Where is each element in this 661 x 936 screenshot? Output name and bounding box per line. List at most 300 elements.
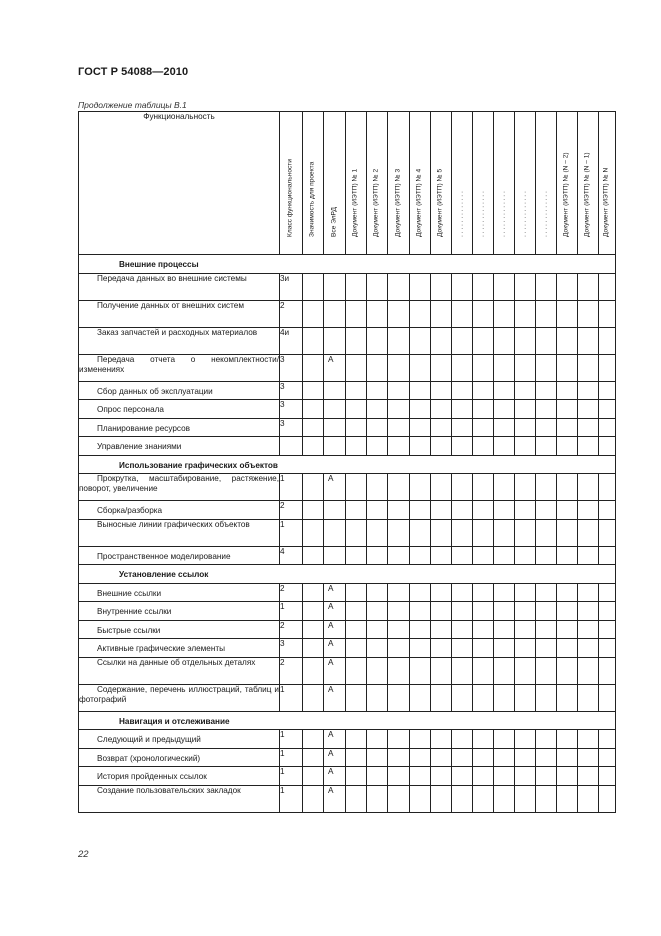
document-cell (346, 381, 367, 400)
significance-cell (303, 273, 324, 300)
document-cell (578, 684, 599, 711)
document-cell (452, 748, 473, 767)
document-cell (494, 501, 515, 520)
header-row (79, 112, 616, 255)
functionality-class-cell: 1 (280, 785, 303, 812)
document-cell (388, 519, 410, 546)
document-cell (388, 730, 410, 749)
column-header-label: Документ (ИЭТП) № (N – 1) (583, 152, 591, 238)
document-cell (452, 381, 473, 400)
document-cell (515, 657, 536, 684)
document-cell (346, 273, 367, 300)
all-elrd-cell (324, 748, 346, 767)
functionality-name: Пространственное моделирование (79, 546, 280, 565)
document-cell (494, 602, 515, 621)
document-cell (599, 354, 616, 381)
all-elrd-cell (324, 767, 346, 786)
document-cell (473, 767, 494, 786)
document-cell (346, 684, 367, 711)
document-cell (473, 437, 494, 456)
document-cell (452, 657, 473, 684)
all-elrd-cell (324, 327, 346, 354)
functionality-class-cell: 3 (280, 418, 303, 437)
document-cell (431, 400, 452, 419)
significance-cell (303, 474, 324, 501)
significance-cell (303, 583, 324, 602)
all-elrd-cell (324, 620, 346, 639)
document-cell (473, 785, 494, 812)
section-title: Навигация и отслеживание (79, 711, 616, 730)
document-cell (410, 300, 431, 327)
document-cell (599, 657, 616, 684)
document-cell (431, 620, 452, 639)
document-cell (578, 730, 599, 749)
document-cell (473, 300, 494, 327)
column-header-label: Документ (ИЭТП) № (N – 2) (562, 152, 570, 238)
document-cell (473, 602, 494, 621)
functionality-class-cell: 3 (280, 381, 303, 400)
functionality-name: Планирование ресурсов (79, 418, 280, 437)
document-cell (388, 474, 410, 501)
document-cell (494, 418, 515, 437)
section-title: Внешние процессы (79, 255, 616, 274)
document-cell (599, 437, 616, 456)
functionality-class-cell (280, 437, 303, 456)
document-cell (410, 418, 431, 437)
document-cell (536, 620, 557, 639)
section-title: Использование графических объектов (79, 455, 616, 474)
document-cell (452, 474, 473, 501)
functionality-name: Следующий и предыдущий (79, 730, 280, 749)
document-cell (410, 748, 431, 767)
document-cell (515, 785, 536, 812)
column-header-doc-4 (410, 112, 431, 255)
column-header-doc-n (599, 112, 616, 255)
all-elrd-value: А (328, 785, 334, 795)
document-cell (536, 785, 557, 812)
column-header-functionality: Функциональность (79, 112, 280, 255)
document-cell (367, 501, 388, 520)
document-cell (410, 730, 431, 749)
table-row (79, 474, 616, 501)
table-row (79, 437, 616, 456)
table-row (79, 501, 616, 520)
document-cell (599, 400, 616, 419)
document-cell (452, 684, 473, 711)
document-cell (367, 273, 388, 300)
document-cell (536, 381, 557, 400)
document-cell (431, 437, 452, 456)
document-cell (473, 474, 494, 501)
functionality-class-cell: 1 (280, 684, 303, 711)
document-cell (473, 620, 494, 639)
functionality-name: Быстрые ссылки (79, 620, 280, 639)
document-cell (599, 474, 616, 501)
all-elrd-value: А (328, 354, 334, 364)
document-cell (515, 583, 536, 602)
document-cell (578, 546, 599, 565)
document-cell (410, 327, 431, 354)
document-cell (410, 620, 431, 639)
document-cell (599, 620, 616, 639)
document-cell (431, 639, 452, 658)
document-cell (536, 602, 557, 621)
table-row (79, 639, 616, 658)
column-header-label: Документ (ИЭТП) № 4 (415, 169, 423, 238)
table-row (79, 400, 616, 419)
document-cell (388, 381, 410, 400)
functionality-class-cell: 1 (280, 748, 303, 767)
document-cell (515, 381, 536, 400)
document-cell (557, 730, 578, 749)
column-header-label: . . . . . . . . . . . . . (541, 191, 549, 238)
document-cell (557, 546, 578, 565)
document-cell (494, 327, 515, 354)
column-header-label: Документ (ИЭТП) № N (602, 168, 610, 238)
functionality-name: Ссылки на данные об отдельных деталях (79, 657, 280, 684)
document-cell (536, 657, 557, 684)
all-elrd-value: А (328, 620, 334, 630)
document-cell (452, 620, 473, 639)
significance-cell (303, 748, 324, 767)
document-cell (431, 730, 452, 749)
document-cell (367, 748, 388, 767)
document-cell (578, 657, 599, 684)
all-elrd-value: А (328, 748, 334, 758)
document-cell (410, 273, 431, 300)
section-row (79, 255, 616, 274)
document-cell (536, 730, 557, 749)
column-header-doc-n-minus-1 (578, 112, 599, 255)
section-row (79, 455, 616, 474)
document-cell (452, 400, 473, 419)
document-cell (578, 519, 599, 546)
document-cell (431, 381, 452, 400)
document-cell (452, 639, 473, 658)
all-elrd-value: А (328, 639, 334, 648)
document-cell (431, 602, 452, 621)
document-cell (388, 748, 410, 767)
table-row (79, 418, 616, 437)
document-cell (557, 418, 578, 437)
document-cell (515, 501, 536, 520)
section-row (79, 565, 616, 584)
column-header-significance (303, 112, 324, 255)
document-cell (557, 354, 578, 381)
document-cell (452, 327, 473, 354)
document-cell (346, 639, 367, 658)
significance-cell (303, 684, 324, 711)
document-cell (557, 381, 578, 400)
document-cell (410, 519, 431, 546)
document-cell (557, 501, 578, 520)
document-cell (452, 583, 473, 602)
significance-cell (303, 657, 324, 684)
document-cell (473, 748, 494, 767)
document-cell (410, 474, 431, 501)
significance-cell (303, 620, 324, 639)
functionality-class-cell: 2 (280, 300, 303, 327)
document-cell (346, 546, 367, 565)
document-cell (536, 767, 557, 786)
document-cell (536, 327, 557, 354)
document-cell (452, 273, 473, 300)
all-elrd-cell (324, 418, 346, 437)
functionality-name: Создание пользовательских закладок (79, 785, 280, 812)
all-elrd-cell (324, 546, 346, 565)
functionality-class-cell: 2 (280, 501, 303, 520)
document-cell (431, 273, 452, 300)
document-cell (367, 767, 388, 786)
document-cell (557, 748, 578, 767)
all-elrd-cell (324, 400, 346, 419)
document-cell (515, 767, 536, 786)
document-cell (431, 354, 452, 381)
document-cell (473, 657, 494, 684)
document-cell (494, 381, 515, 400)
document-cell (388, 767, 410, 786)
column-header-ellipsis (515, 112, 536, 255)
document-cell (494, 300, 515, 327)
document-cell (557, 620, 578, 639)
document-cell (367, 602, 388, 621)
document-cell (515, 437, 536, 456)
document-cell (388, 546, 410, 565)
document-cell (578, 400, 599, 419)
all-elrd-value: А (328, 684, 334, 694)
document-cell (536, 300, 557, 327)
document-cell (473, 583, 494, 602)
document-cell (452, 767, 473, 786)
column-header-ellipsis (473, 112, 494, 255)
functionality-name: История пройденных ссылок (79, 767, 280, 786)
significance-cell (303, 400, 324, 419)
document-cell (367, 546, 388, 565)
document-cell (346, 748, 367, 767)
document-cell (578, 381, 599, 400)
table-row (79, 546, 616, 565)
document-cell (388, 785, 410, 812)
document-cell (599, 639, 616, 658)
column-header-label: Класс функциональности (286, 159, 294, 238)
document-cell (515, 474, 536, 501)
document-cell (346, 474, 367, 501)
document-cell (557, 400, 578, 419)
document-cell (410, 501, 431, 520)
document-cell (473, 546, 494, 565)
significance-cell (303, 546, 324, 565)
document-cell (452, 519, 473, 546)
functionality-name: Передача отчета о некомплектности/изменениях (79, 354, 280, 381)
document-cell (599, 501, 616, 520)
document-cell (388, 327, 410, 354)
functionality-name: Внутренние ссылки (79, 602, 280, 621)
all-elrd-cell (324, 354, 346, 381)
document-cell (410, 767, 431, 786)
document-cell (367, 381, 388, 400)
table-row (79, 620, 616, 639)
document-cell (431, 767, 452, 786)
document-cell (557, 583, 578, 602)
document-cell (410, 400, 431, 419)
document-cell (367, 785, 388, 812)
document-cell (367, 684, 388, 711)
significance-cell (303, 785, 324, 812)
document-cell (578, 354, 599, 381)
document-cell (578, 639, 599, 658)
document-cell (557, 684, 578, 711)
column-header-label: . . . . . . . . . . . . . (478, 191, 486, 238)
functionality-name: Сборка/разборка (79, 501, 280, 520)
functionality-name: Возврат (хронологический) (79, 748, 280, 767)
significance-cell (303, 437, 324, 456)
all-elrd-cell (324, 730, 346, 749)
table-row (79, 785, 616, 812)
document-cell (578, 583, 599, 602)
document-cell (473, 354, 494, 381)
document-cell (515, 273, 536, 300)
column-header-ellipsis (452, 112, 473, 255)
document-cell (515, 546, 536, 565)
document-cell (388, 418, 410, 437)
functionality-class-cell: 1 (280, 474, 303, 501)
all-elrd-value: А (328, 767, 334, 776)
document-cell (536, 474, 557, 501)
document-cell (599, 767, 616, 786)
table-row (79, 767, 616, 786)
document-cell (494, 620, 515, 639)
column-header-ellipsis (494, 112, 515, 255)
functionality-class-cell: 2 (280, 657, 303, 684)
document-cell (452, 437, 473, 456)
page-number: 22 (78, 849, 89, 860)
significance-cell (303, 300, 324, 327)
document-cell (473, 418, 494, 437)
document-cell (431, 501, 452, 520)
document-cell (578, 474, 599, 501)
document-cell (599, 546, 616, 565)
column-header-label: Документ (ИЭТП) № 2 (372, 169, 380, 238)
document-cell (388, 437, 410, 456)
section-title: Установление ссылок (79, 565, 616, 584)
column-header-label: Документ (ИЭТП) № 3 (394, 169, 402, 238)
document-cell (578, 418, 599, 437)
significance-cell (303, 639, 324, 658)
document-cell (452, 602, 473, 621)
document-cell (388, 501, 410, 520)
table-row (79, 602, 616, 621)
functionality-class-cell: 4и (280, 327, 303, 354)
document-cell (367, 474, 388, 501)
all-elrd-cell (324, 657, 346, 684)
document-cell (494, 684, 515, 711)
document-cell (557, 639, 578, 658)
all-elrd-value: А (328, 474, 334, 483)
document-cell (557, 602, 578, 621)
document-cell (578, 501, 599, 520)
all-elrd-cell (324, 785, 346, 812)
functionality-class-cell: 3 (280, 400, 303, 419)
document-cell (346, 767, 367, 786)
document-cell (515, 730, 536, 749)
document-cell (410, 583, 431, 602)
document-cell (367, 418, 388, 437)
significance-cell (303, 418, 324, 437)
document-cell (452, 300, 473, 327)
functionality-class-cell: 1 (280, 602, 303, 621)
document-cell (473, 381, 494, 400)
all-elrd-cell (324, 639, 346, 658)
document-cell (388, 400, 410, 419)
functionality-name: Выносные линии графических объектов (79, 519, 280, 546)
column-header-doc-5 (431, 112, 452, 255)
table-row (79, 657, 616, 684)
significance-cell (303, 381, 324, 400)
document-cell (388, 657, 410, 684)
all-elrd-value: А (328, 583, 334, 593)
document-cell (536, 437, 557, 456)
functionality-class-cell: 2 (280, 620, 303, 639)
document-cell (410, 602, 431, 621)
document-cell (536, 354, 557, 381)
document-cell (388, 684, 410, 711)
document-cell (494, 583, 515, 602)
document-cell (410, 657, 431, 684)
document-cell (473, 684, 494, 711)
document-cell (473, 730, 494, 749)
document-cell (557, 519, 578, 546)
document-cell (578, 767, 599, 786)
document-cell (367, 519, 388, 546)
document-cell (515, 418, 536, 437)
document-cell (599, 583, 616, 602)
document-cell (346, 730, 367, 749)
document-cell (515, 519, 536, 546)
document-cell (388, 273, 410, 300)
document-cell (599, 730, 616, 749)
document-cell (557, 327, 578, 354)
table-row (79, 730, 616, 749)
document-cell (346, 418, 367, 437)
document-cell (578, 437, 599, 456)
document-cell (388, 354, 410, 381)
document-cell (557, 785, 578, 812)
document-cell (410, 546, 431, 565)
table-row (79, 354, 616, 381)
document-cell (599, 273, 616, 300)
document-cell (431, 327, 452, 354)
column-header-label: Все ЭлРД (330, 207, 338, 238)
significance-cell (303, 602, 324, 621)
document-cell (536, 546, 557, 565)
all-elrd-cell (324, 381, 346, 400)
document-cell (557, 767, 578, 786)
table-row (79, 583, 616, 602)
document-cell (346, 583, 367, 602)
document-cell (346, 400, 367, 419)
document-cell (431, 474, 452, 501)
functionality-class-cell: 3и (280, 273, 303, 300)
document-cell (578, 300, 599, 327)
document-cell (388, 620, 410, 639)
document-cell (557, 474, 578, 501)
document-cell (452, 546, 473, 565)
document-cell (346, 300, 367, 327)
document-cell (557, 273, 578, 300)
document-cell (431, 657, 452, 684)
functionality-name: Внешние ссылки (79, 583, 280, 602)
document-cell (536, 684, 557, 711)
